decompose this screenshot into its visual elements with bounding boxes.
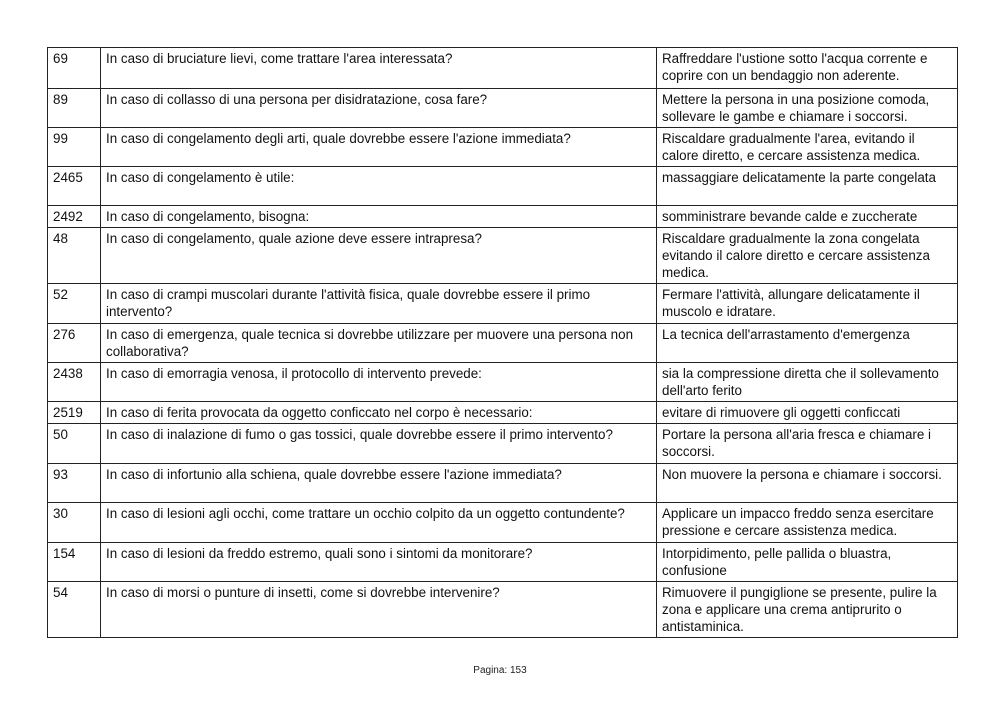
qa-table-body [48,48,958,638]
question-id-cell: 50 [48,424,101,464]
question-cell: In caso di infortunio alla schiena, quale dovrebbe essere l'azione immediata? [101,464,657,503]
answer-cell: somministrare bevande calde e zuccherate [657,206,958,228]
answer-cell: evitare di rimuovere gli oggetti conficcati [657,402,958,424]
question-id-cell: 54 [48,582,101,638]
answer-cell: sia la compressione diretta che il sollevamento dell'arto ferito [657,363,958,402]
question-cell: In caso di congelamento, bisogna: [101,206,657,228]
question-cell: In caso di morsi o punture di insetti, come si dovrebbe intervenire? [101,582,657,638]
question-cell: In caso di bruciature lievi, come trattare l'area interessata? [101,48,657,89]
question-id-cell: 52 [48,284,101,324]
question-cell: In caso di congelamento è utile: [101,167,657,206]
answer-cell: Riscaldare gradualmente la zona congelata evitando il calore diretto e cercare assistenza medica. [657,228,958,284]
question-id-cell: 69 [48,48,101,89]
question-id-cell: 89 [48,89,101,128]
question-id-cell: 30 [48,503,101,543]
question-id-cell: 2519 [48,402,101,424]
question-cell: In caso di emorragia venosa, il protocollo di intervento prevede: [101,363,657,402]
table-row [48,128,958,167]
question-cell: In caso di congelamento, quale azione deve essere intrapresa? [101,228,657,284]
question-id-cell: 2492 [48,206,101,228]
question-cell: In caso di lesioni da freddo estremo, quali sono i sintomi da monitorare? [101,543,657,582]
answer-cell: Rimuovere il pungiglione se presente, pulire la zona e applicare una crema antiprurito o antistaminica. [657,582,958,638]
table-row [48,582,958,638]
question-id-cell: 2465 [48,167,101,206]
answer-cell: Portare la persona all'aria fresca e chiamare i soccorsi. [657,424,958,464]
question-cell: In caso di collasso di una persona per disidratazione, cosa fare? [101,89,657,128]
table-row [48,89,958,128]
table-row [48,503,958,543]
table-row [48,284,958,324]
question-cell: In caso di crampi muscolari durante l'attività fisica, quale dovrebbe essere il primo intervento? [101,284,657,324]
answer-cell: Intorpidimento, pelle pallida o bluastra, confusione [657,543,958,582]
question-cell: In caso di emergenza, quale tecnica si dovrebbe utilizzare per muovere una persona non collaborativa? [101,324,657,363]
question-cell: In caso di ferita provocata da oggetto conficcato nel corpo è necessario: [101,402,657,424]
answer-cell: Riscaldare gradualmente l'area, evitando il calore diretto, e cercare assistenza medica. [657,128,958,167]
question-id-cell: 154 [48,543,101,582]
answer-cell: Raffreddare l'ustione sotto l'acqua corrente e coprire con un bendaggio non aderente. [657,48,958,89]
table-row [48,48,958,89]
table-row [48,228,958,284]
qa-table [47,47,958,638]
question-cell: In caso di lesioni agli occhi, come trattare un occhio colpito da un oggetto contundente? [101,503,657,543]
question-id-cell: 48 [48,228,101,284]
answer-cell: Applicare un impacco freddo senza esercitare pressione e cercare assistenza medica. [657,503,958,543]
question-cell: In caso di inalazione di fumo o gas tossici, quale dovrebbe essere il primo intervento? [101,424,657,464]
answer-cell: Fermare l'attività, allungare delicatamente il muscolo e idratare. [657,284,958,324]
page-number: Pagina: 153 [473,665,527,676]
answer-cell: massaggiare delicatamente la parte congelata [657,167,958,206]
answer-cell: Mettere la persona in una posizione comoda, sollevare le gambe e chiamare i soccorsi. [657,89,958,128]
table-row [48,464,958,503]
table-row [48,167,958,206]
answer-cell: Non muovere la persona e chiamare i soccorsi. [657,464,958,503]
question-cell: In caso di congelamento degli arti, quale dovrebbe essere l'azione immediata? [101,128,657,167]
question-id-cell: 2438 [48,363,101,402]
question-id-cell: 276 [48,324,101,363]
table-row [48,206,958,228]
table-row [48,402,958,424]
table-row [48,543,958,582]
answer-cell: La tecnica dell'arrastamento d'emergenza [657,324,958,363]
question-id-cell: 93 [48,464,101,503]
table-row [48,363,958,402]
question-id-cell: 99 [48,128,101,167]
table-row [48,424,958,464]
table-row [48,324,958,363]
